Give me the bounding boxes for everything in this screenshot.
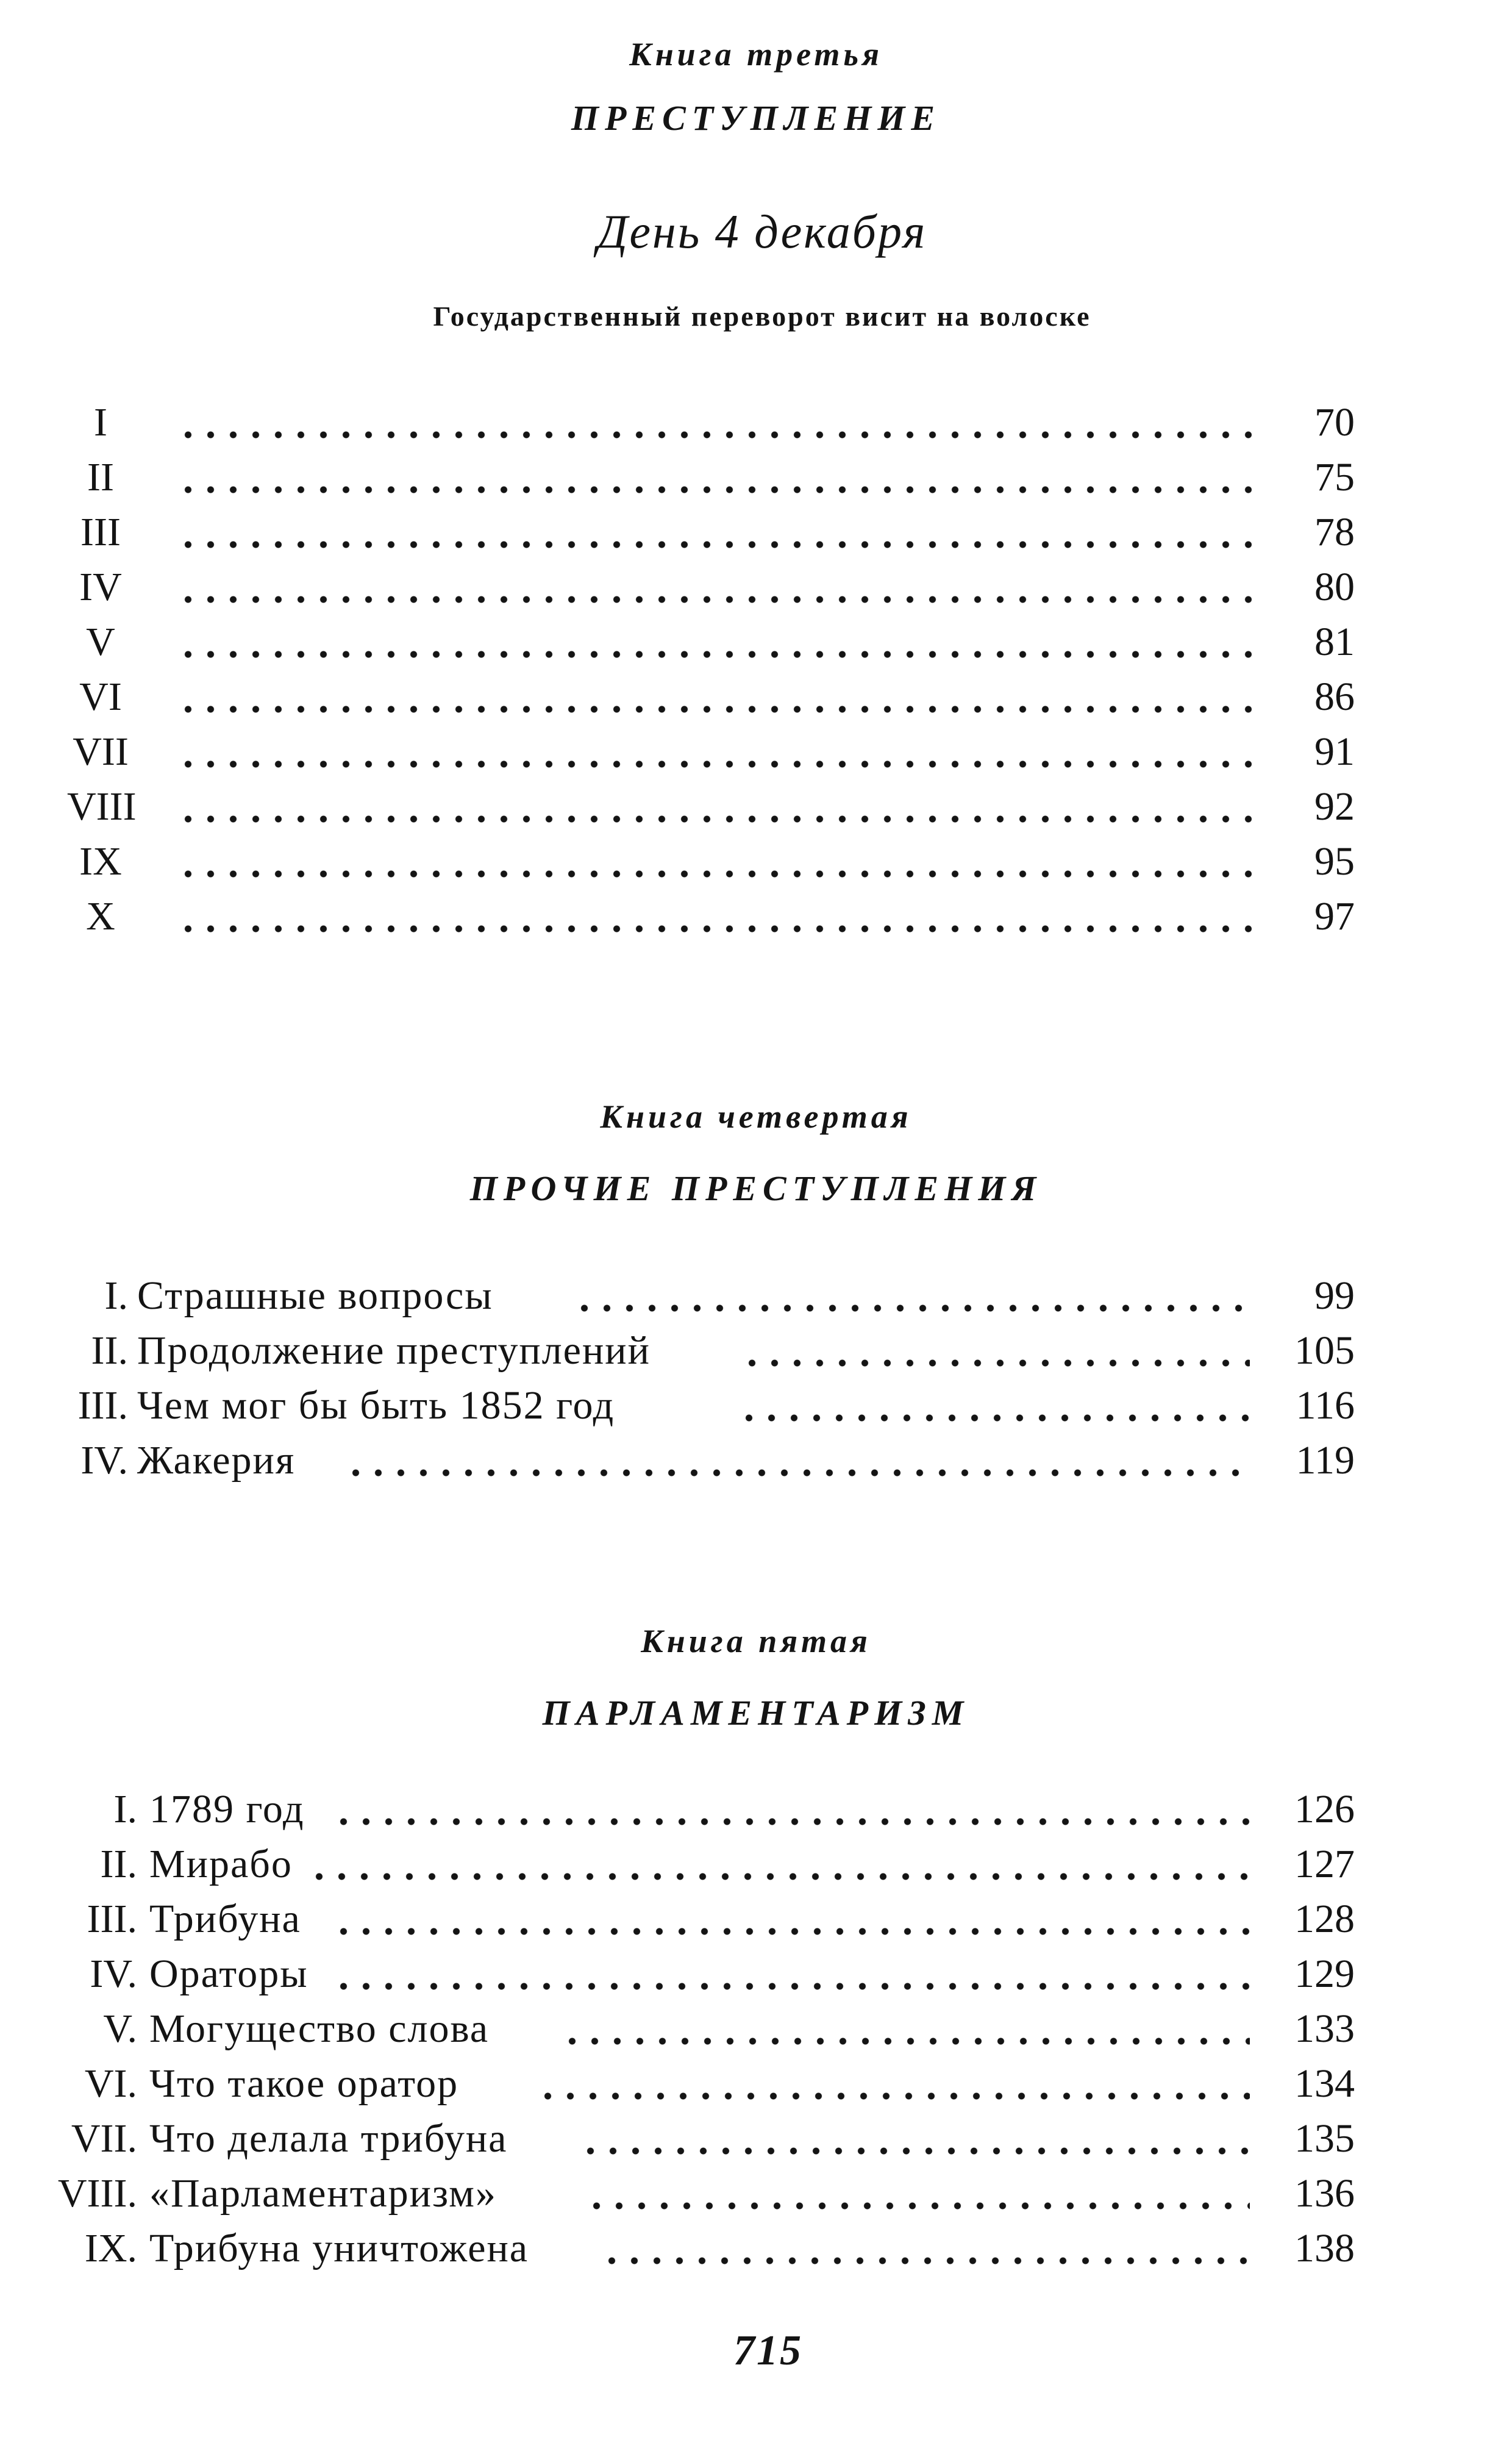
entry-number: I	[94, 400, 107, 445]
toc-entry[interactable]	[0, 2166, 1512, 2221]
dot-leader	[332, 1927, 1250, 1936]
entry-title: Что делала трибуна	[149, 2116, 508, 2161]
dot-leader	[344, 1469, 1250, 1477]
entry-page: 119	[1296, 1438, 1355, 1483]
entry-page: 95	[1314, 839, 1355, 884]
toc-entry[interactable]	[0, 2111, 1512, 2166]
toc-entry[interactable]	[0, 1323, 1512, 1378]
entry-page: 105	[1294, 1328, 1355, 1373]
toc-entry[interactable]	[0, 1378, 1512, 1433]
entry-page: 91	[1314, 729, 1355, 774]
dot-leader	[573, 1304, 1250, 1312]
entry-page: 129	[1294, 1952, 1355, 1996]
entry-number: IV.	[90, 1952, 137, 1996]
toc-entry[interactable]	[0, 395, 1512, 450]
toc-entry[interactable]	[0, 2002, 1512, 2056]
entry-title: Что такое оратор	[149, 2061, 459, 2106]
entry-page: 97	[1314, 894, 1355, 939]
entry-number: VIII	[67, 784, 137, 829]
entry-title: Могущество слова	[149, 2006, 490, 2051]
dot-leader	[177, 815, 1265, 823]
dot-leader	[332, 1817, 1250, 1826]
entry-page: 86	[1314, 675, 1355, 719]
toc-entry[interactable]	[0, 1892, 1512, 1947]
toc-entry[interactable]	[0, 450, 1512, 505]
dot-leader	[738, 1414, 1250, 1422]
dot-leader	[177, 650, 1265, 659]
entry-page: 134	[1294, 2061, 1355, 2106]
entry-number: III.	[77, 1383, 128, 1428]
entry-number: II	[87, 455, 114, 499]
entry-number: IV	[79, 565, 122, 609]
page-number: 715	[733, 2327, 803, 2374]
entry-page: 136	[1294, 2171, 1355, 2216]
entry-title: Трибуна уничтожена	[149, 2226, 529, 2271]
toc-entry[interactable]	[0, 1837, 1512, 1892]
entry-number: IV.	[80, 1438, 128, 1483]
book-label: Книга третья	[629, 36, 883, 73]
dot-leader	[177, 925, 1265, 933]
entry-number: VII	[73, 729, 129, 774]
entry-page: 99	[1314, 1273, 1355, 1318]
entry-title: Трибуна	[149, 1897, 301, 1941]
entry-title: 1789 год	[149, 1787, 305, 1831]
entry-number: IX.	[84, 2226, 137, 2271]
dot-leader	[585, 2202, 1250, 2210]
book-title: ПАРЛАМЕНТАРИЗМ	[542, 1693, 970, 1733]
toc-entry[interactable]	[0, 779, 1512, 834]
entry-number: VII.	[71, 2116, 137, 2161]
entry-number: I.	[113, 1787, 137, 1831]
entry-title: Ораторы	[149, 1952, 308, 1996]
entry-page: 126	[1294, 1787, 1355, 1831]
entry-number: VIII.	[57, 2171, 137, 2216]
entry-page: 80	[1314, 565, 1355, 609]
dot-leader	[177, 485, 1265, 494]
entry-page: 78	[1314, 510, 1355, 554]
book-title: ПРЕСТУПЛЕНИЕ	[571, 98, 941, 138]
entry-title: Мирабо	[149, 1842, 293, 1886]
book-label: Книга четвертая	[600, 1098, 912, 1135]
toc-entry[interactable]	[0, 670, 1512, 725]
entry-page: 81	[1314, 620, 1355, 664]
toc-entry[interactable]	[0, 1947, 1512, 2002]
dot-leader	[332, 1982, 1250, 1991]
entry-title: Чем мог бы быть 1852 год	[137, 1383, 615, 1428]
toc-entry[interactable]	[0, 889, 1512, 944]
dot-leader	[561, 2037, 1250, 2045]
entry-page: 128	[1294, 1897, 1355, 1941]
entry-page: 75	[1314, 455, 1355, 499]
entry-number: III.	[87, 1897, 137, 1941]
entry-number: III	[80, 510, 121, 554]
entry-page: 133	[1294, 2006, 1355, 2051]
entry-page: 127	[1294, 1842, 1355, 1886]
book-label: Книга пятая	[641, 1623, 871, 1659]
entry-number: X	[86, 894, 115, 939]
toc-entry[interactable]	[0, 2221, 1512, 2276]
entry-number: VI.	[84, 2061, 137, 2106]
dot-leader	[177, 540, 1265, 549]
dot-leader	[177, 870, 1265, 878]
dot-leader	[308, 1872, 1250, 1881]
dot-leader	[579, 2147, 1250, 2155]
toc-entry[interactable]	[0, 560, 1512, 615]
dot-leader	[177, 760, 1265, 768]
entry-title: Жакерия	[137, 1438, 296, 1483]
entry-number: II.	[100, 1842, 137, 1886]
toc-entry[interactable]	[0, 505, 1512, 560]
toc-entry[interactable]	[0, 615, 1512, 670]
book-title: ПРОЧИЕ ПРЕСТУПЛЕНИЯ	[469, 1168, 1043, 1208]
entry-title: Продолжение преступлений	[137, 1328, 651, 1373]
dot-leader	[601, 2256, 1250, 2265]
entry-number: V	[86, 620, 115, 664]
dot-leader	[177, 431, 1265, 439]
day-title: День 4 декабря	[597, 205, 927, 258]
toc-entry[interactable]	[0, 1433, 1512, 1488]
entry-page: 116	[1296, 1383, 1355, 1428]
toc-entry[interactable]	[0, 2056, 1512, 2111]
dot-leader	[537, 2092, 1250, 2100]
entry-page: 135	[1294, 2116, 1355, 2161]
dot-leader	[741, 1359, 1250, 1367]
entry-number: I.	[104, 1273, 128, 1318]
entry-page: 138	[1294, 2226, 1355, 2271]
dot-leader	[177, 705, 1265, 714]
dot-leader	[177, 595, 1265, 604]
entry-number: V.	[103, 2006, 137, 2051]
entry-page: 92	[1314, 784, 1355, 829]
toc-entry[interactable]	[0, 725, 1512, 779]
toc-entry[interactable]	[0, 1269, 1512, 1323]
toc-entry[interactable]	[0, 834, 1512, 889]
entry-number: VI	[79, 675, 122, 719]
entry-number: IX	[79, 839, 122, 884]
section-subtitle: Государственный переворот висит на волоске	[433, 301, 1091, 332]
entry-number: II.	[91, 1328, 128, 1373]
entry-title: «Парламентаризм»	[149, 2171, 497, 2216]
toc-entry[interactable]	[0, 1782, 1512, 1837]
entry-page: 70	[1314, 400, 1355, 445]
entry-title: Страшные вопросы	[137, 1273, 493, 1318]
